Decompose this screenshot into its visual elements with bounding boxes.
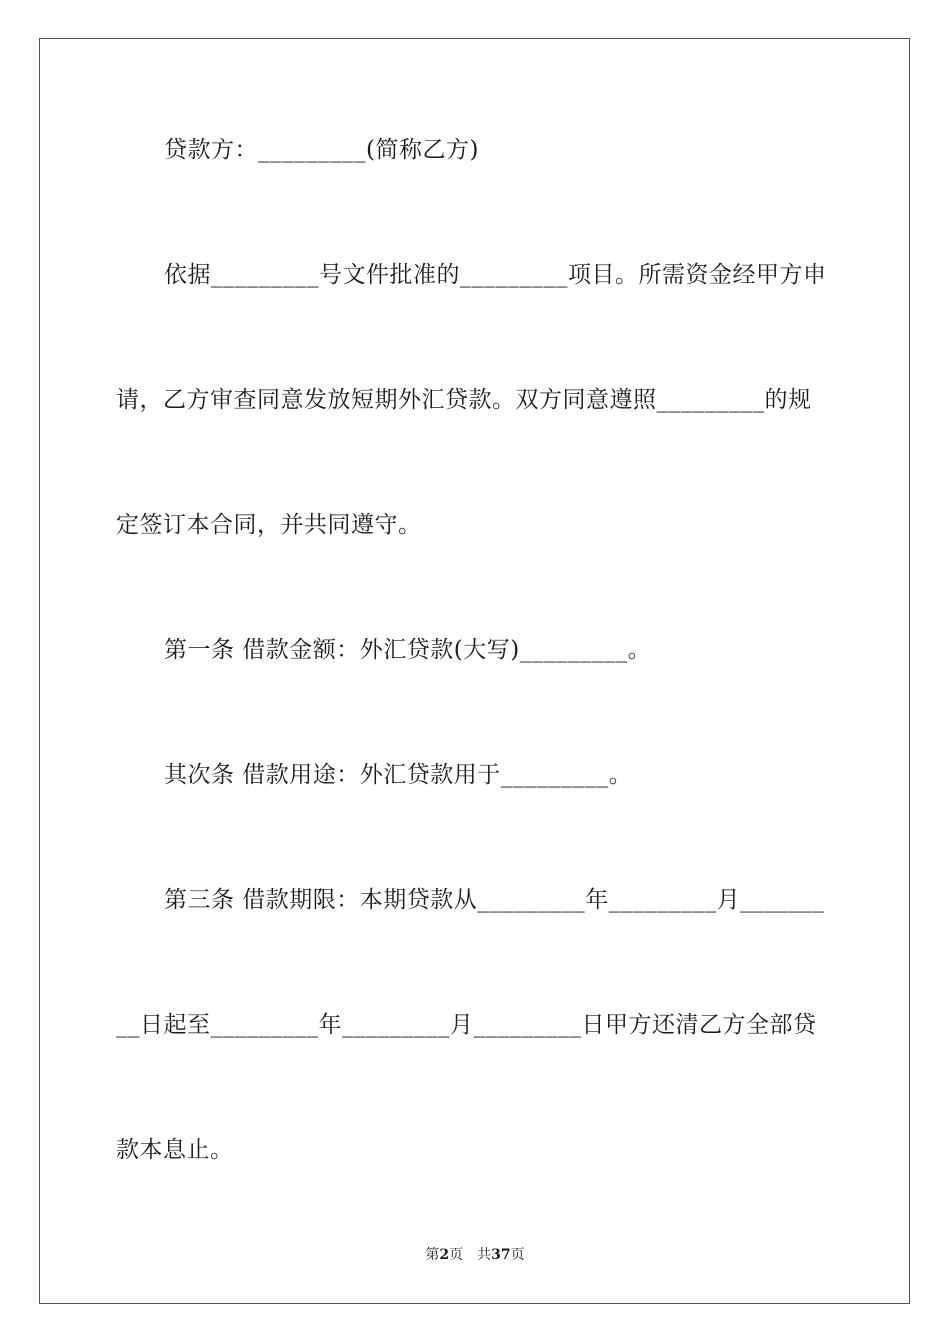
total-unit: 页 [510, 1247, 525, 1263]
page-footer [0, 1246, 950, 1264]
total-prefix: 共 [477, 1247, 492, 1263]
paragraph-line-lender: 贷款方：_________(简称乙方) [164, 137, 479, 163]
article-2-purpose: 其次条 借款用途：外汇贷款用于_________。 [164, 762, 633, 788]
paragraph-line-basis: 依据_________号文件批准的_________项目。所需资金经甲方申 [164, 262, 827, 288]
article-3-term-cont: __日起至_________年_________月_________日甲方还清乙方全部贷 [116, 1012, 817, 1038]
article-1-amount: 第一条 借款金额：外汇贷款(大写)_________。 [164, 637, 652, 663]
article-3-term-end: 款本息止。 [116, 1137, 234, 1163]
paragraph-line-basis-end: 定签订本合同，并共同遵守。 [116, 512, 422, 538]
article-3-term: 第三条 借款期限：本期贷款从_________年_________月_______ [164, 887, 825, 913]
total-page-count: 37 [491, 1247, 511, 1263]
page-prefix: 第 [425, 1247, 440, 1263]
current-page-number: 2 [439, 1247, 450, 1263]
page-border [39, 38, 910, 1304]
paragraph-line-basis-cont: 请，乙方审查同意发放短期外汇贷款。双方同意遵照_________的规 [116, 387, 812, 413]
page-unit: 页 [449, 1247, 464, 1263]
